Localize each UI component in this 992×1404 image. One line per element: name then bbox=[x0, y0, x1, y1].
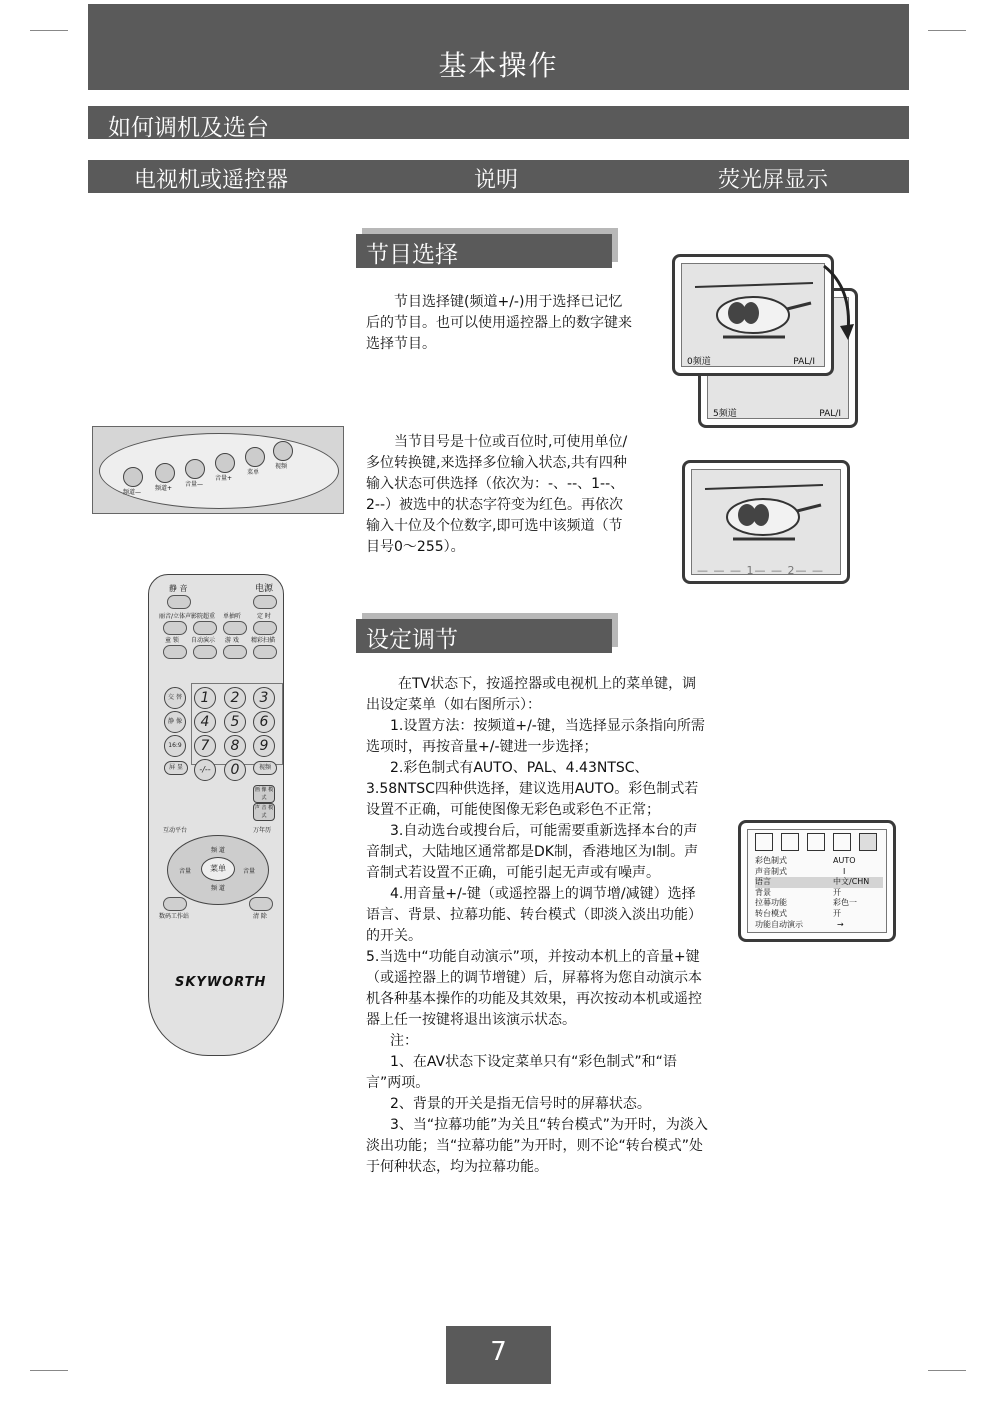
timer-button[interactable] bbox=[253, 621, 277, 635]
menu-row: 彩色制式 AUTO bbox=[755, 856, 856, 865]
channel-down-label: 频道— bbox=[123, 489, 142, 496]
digit-9-button[interactable]: 9 bbox=[253, 735, 275, 757]
brand-logo: SKYWORTH bbox=[175, 975, 267, 990]
clear-label: 清 除 bbox=[253, 913, 267, 920]
digit-7-button[interactable]: 7 bbox=[194, 735, 216, 757]
program-select-para1: 节目选择键(频道+/-)用于选择已记忆后的节目。也可以使用遥控器上的数字键来选择节目。 bbox=[366, 294, 632, 352]
settings-icon bbox=[859, 833, 877, 851]
channel-down-button[interactable] bbox=[123, 467, 143, 487]
aspect-button[interactable]: 16:9 bbox=[164, 735, 186, 757]
tv-screen-menu bbox=[738, 820, 896, 942]
page-number: 7 bbox=[446, 1326, 551, 1384]
column-header-bar bbox=[88, 160, 909, 193]
program-select-heading bbox=[356, 234, 612, 268]
digit-1-button[interactable]: 1 bbox=[194, 687, 216, 709]
digit-2-button[interactable]: 2 bbox=[224, 687, 246, 709]
power-button[interactable] bbox=[253, 595, 277, 609]
digit-3-button[interactable]: 3 bbox=[253, 687, 275, 709]
settings-note: 1、在AV状态下设定菜单只有“彩色制式”和“语言”两项。 bbox=[366, 1054, 677, 1091]
video-input-button[interactable]: 视频 bbox=[253, 761, 277, 775]
game-label: 游 戏 bbox=[225, 637, 239, 644]
helicopter-icon bbox=[693, 277, 815, 347]
volume-left-key[interactable]: 音量 bbox=[179, 868, 192, 875]
menu-label: 菜单 bbox=[247, 469, 260, 476]
single-label: 单抽听 bbox=[223, 613, 242, 620]
page-title-bar bbox=[88, 4, 909, 90]
mute-button[interactable] bbox=[167, 595, 191, 609]
menu-list bbox=[755, 856, 883, 930]
switch-arrow-icon bbox=[818, 262, 860, 342]
tv-icon bbox=[755, 833, 773, 851]
settings-line: 在TV状态下，按遥控器或电视机上的菜单键，调出设定菜单（如右图所示）： bbox=[366, 676, 697, 713]
digital-station-button[interactable] bbox=[163, 897, 187, 911]
settings-heading-text: 设定调节 bbox=[366, 627, 458, 653]
menu-icon-row bbox=[755, 833, 877, 851]
settings-heading bbox=[356, 619, 612, 653]
settings-line: 1.设置方法：按频道+/-键，当选择显示条指向所需选项时，再按音量+/-键进一步选择； bbox=[366, 718, 705, 755]
channel-label-front: 0频道 bbox=[687, 357, 711, 367]
digit-8-button[interactable]: 8 bbox=[224, 735, 246, 757]
volume-down-button[interactable] bbox=[185, 459, 205, 479]
clock-icon bbox=[781, 833, 799, 851]
sound-mode-button[interactable]: 声 音 模 式 bbox=[254, 805, 274, 819]
picture-icon bbox=[807, 833, 825, 851]
picture-mode-button[interactable]: 画 像 模 式 bbox=[254, 787, 274, 801]
menu-row: 背景 开 bbox=[755, 887, 841, 897]
childlock-label: 童 锁 bbox=[165, 637, 179, 644]
column-header-right: 荧光屏显示 bbox=[718, 168, 829, 193]
channel-up-button[interactable] bbox=[155, 463, 175, 483]
digital-station-label: 数码工作站 bbox=[159, 913, 190, 920]
display-button[interactable]: 屏 显 bbox=[164, 761, 188, 775]
scan-label: 精彩扫描 bbox=[251, 637, 276, 644]
power-label: 电源 bbox=[255, 584, 274, 594]
channel-up-label: 频道+ bbox=[155, 485, 173, 492]
volume-down-label: 音量— bbox=[185, 481, 204, 488]
single-button[interactable] bbox=[223, 621, 247, 635]
menu-key[interactable]: 菜单 bbox=[201, 857, 235, 881]
menu-row: 转台模式 开 bbox=[755, 908, 841, 918]
menu-row: 功能自动演示 → bbox=[755, 919, 844, 929]
menu-row: 拉幕功能 彩色一 bbox=[755, 898, 857, 908]
childlock-button[interactable] bbox=[163, 645, 187, 659]
settings-body bbox=[366, 674, 708, 1178]
menu-button[interactable] bbox=[245, 447, 265, 467]
settings-note-label: 注： bbox=[390, 1033, 418, 1049]
column-header-middle: 说明 bbox=[474, 168, 519, 193]
swap-button[interactable]: 交 替 bbox=[164, 687, 186, 709]
tv-front-panel bbox=[92, 426, 344, 514]
channel-down-key[interactable]: 频 道 bbox=[211, 885, 225, 892]
tv-screen-front bbox=[672, 254, 834, 376]
timer-label: 定 时 bbox=[257, 613, 271, 620]
stereo-button[interactable] bbox=[163, 621, 187, 635]
crop-mark bbox=[30, 30, 68, 31]
mute-label: 静 音 bbox=[169, 584, 188, 593]
stereo-label: 丽音/立体声 bbox=[159, 613, 192, 620]
channel-up-key[interactable]: 频 道 bbox=[211, 847, 225, 854]
clear-button[interactable] bbox=[249, 897, 273, 911]
page-title: 基本操作 bbox=[438, 49, 559, 82]
system-label-front: PAL/I bbox=[793, 357, 815, 367]
scan-button[interactable] bbox=[253, 645, 277, 659]
cinema-button[interactable] bbox=[193, 621, 217, 635]
video-button[interactable] bbox=[273, 441, 293, 461]
settings-line: 4.用音量+/-键（或遥控器上的调节增/减键）选择语言、背景、拉幕功能、转台模式（即淡入淡出功能）的开关。 bbox=[366, 886, 702, 944]
tv-screen-multidigit bbox=[682, 460, 850, 584]
volume-up-button[interactable] bbox=[215, 453, 235, 473]
volume-up-label: 音量+ bbox=[215, 475, 233, 482]
digit-5-button[interactable]: 5 bbox=[224, 711, 246, 733]
antenna-icon bbox=[833, 833, 851, 851]
calendar-label: 万年历 bbox=[253, 827, 272, 834]
menu-row: 声音制式 I bbox=[755, 866, 846, 876]
system-label-back: PAL/I bbox=[819, 409, 841, 419]
freeze-button[interactable]: 静 像 bbox=[164, 711, 186, 733]
input-states: — — — 1— — 2— — bbox=[697, 564, 824, 577]
crop-mark bbox=[928, 1370, 966, 1371]
settings-line: 3.自动选台或搜台后，可能需要重新选择本台的声音制式，大陆地区通常都是DK制，香港地区为I制。声音制式若设置不正确，可能引起无声或有噪声。 bbox=[366, 823, 699, 881]
digit-6-button[interactable]: 6 bbox=[253, 711, 275, 733]
section-title-bar bbox=[88, 106, 909, 139]
cinema-label: 影院超重 bbox=[191, 613, 216, 620]
section-title: 如何调机及选台 bbox=[108, 115, 269, 141]
program-select-para2: 当节目号是十位或百位时,可使用单位/多位转换键,来选择多位输入状态,共有四种输入状态可供选择（依次为：-、--、1--、2--）被选中的状态字符变为红色。再依次输入十位及个位数字,即可选中该频道（节目号0～255）。 bbox=[366, 434, 628, 555]
crop-mark bbox=[928, 30, 966, 31]
video-label: 视频 bbox=[275, 463, 288, 470]
demo-label: 自动演示 bbox=[191, 637, 216, 644]
volume-right-key[interactable]: 音量 bbox=[243, 868, 256, 875]
game-button[interactable] bbox=[223, 645, 247, 659]
helicopter-icon bbox=[703, 479, 825, 549]
settings-note: 2、背景的开关是指无信号时的屏幕状态。 bbox=[390, 1096, 651, 1112]
digit-0-button[interactable]: 0 bbox=[224, 759, 246, 781]
menu-row-selected: 语言 中文/CHN bbox=[755, 877, 883, 888]
program-select-heading-text: 节目选择 bbox=[366, 242, 458, 268]
settings-line: 2.彩色制式有AUTO、PAL、4.43NTSC、3.58NTSC四种供选择，建议选用AUTO。彩色制式若设置不正确，可能使图像无彩色或彩色不正常； bbox=[366, 760, 699, 818]
digit-4-button[interactable]: 4 bbox=[194, 711, 216, 733]
digit-mode-button[interactable]: -/-- bbox=[194, 759, 216, 781]
interactive-label: 互动平台 bbox=[163, 827, 188, 834]
column-header-left: 电视机或遥控器 bbox=[134, 168, 289, 193]
channel-label-back: 5频道 bbox=[713, 409, 737, 419]
settings-note: 3、当“拉幕功能”为关且“转台模式”为开时，为淡入淡出功能；当“拉幕功能”为开时，则不论“转台模式”处于何种状态，均为拉幕功能。 bbox=[366, 1117, 708, 1175]
crop-mark bbox=[30, 1370, 68, 1371]
remote-control bbox=[148, 574, 284, 1056]
settings-line: 5.当选中“功能自动演示”项，并按动本机上的音量+键（或遥控器上的调节增键）后，屏幕将为您自动演示本机各种基本操作的功能及其效果，再次按动本机或遥控器上任一按键将退出该演示状态。 bbox=[366, 949, 702, 1028]
demo-button[interactable] bbox=[193, 645, 217, 659]
